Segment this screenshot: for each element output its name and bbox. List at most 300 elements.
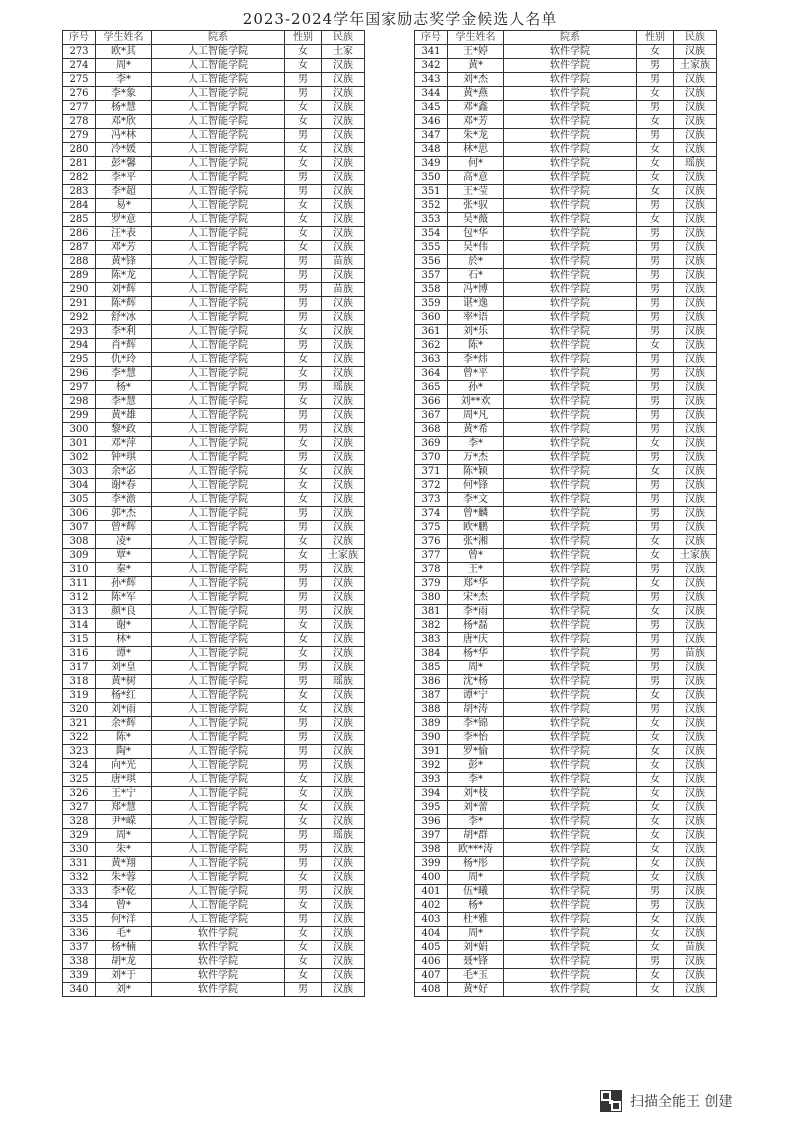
cell-student-name: 陈*辉 [96, 297, 152, 311]
cell-index: 352 [415, 199, 448, 213]
header-ethnicity: 民族 [322, 31, 365, 45]
cell-index: 335 [63, 913, 96, 927]
cell-gender: 女 [285, 115, 322, 129]
cell-student-name: 覃* [96, 549, 152, 563]
cell-gender: 女 [637, 857, 674, 871]
cell-gender: 男 [285, 507, 322, 521]
cell-index: 308 [63, 535, 96, 549]
table-row [415, 115, 717, 129]
table-row [63, 451, 365, 465]
cell-student-name: 刘*乐 [448, 325, 504, 339]
cell-student-name: 宋*杰 [448, 591, 504, 605]
cell-department: 人工智能学院 [152, 689, 285, 703]
cell-department: 软件学院 [504, 325, 637, 339]
cell-index: 403 [415, 913, 448, 927]
table-row [415, 283, 717, 297]
cell-ethnicity: 汉族 [322, 969, 365, 983]
cell-ethnicity: 苗族 [674, 647, 717, 661]
cell-student-name: 杨*楠 [96, 941, 152, 955]
cell-gender: 女 [285, 955, 322, 969]
cell-gender: 女 [637, 773, 674, 787]
table-row [63, 213, 365, 227]
cell-index: 326 [63, 787, 96, 801]
cell-department: 人工智能学院 [152, 171, 285, 185]
header-department: 院系 [152, 31, 285, 45]
table-row [63, 521, 365, 535]
cell-student-name: 林*思 [448, 143, 504, 157]
cell-student-name: 李*超 [96, 185, 152, 199]
cell-student-name: 刘**欢 [448, 395, 504, 409]
cell-index: 298 [63, 395, 96, 409]
cell-student-name: 余*辉 [96, 717, 152, 731]
cell-index: 356 [415, 255, 448, 269]
cell-gender: 男 [285, 857, 322, 871]
table-row [415, 913, 717, 927]
cell-student-name: 冷*媛 [96, 143, 152, 157]
cell-gender: 男 [285, 913, 322, 927]
cell-index: 294 [63, 339, 96, 353]
cell-gender: 男 [285, 87, 322, 101]
cell-student-name: 刘*杰 [448, 73, 504, 87]
cell-department: 软件学院 [504, 255, 637, 269]
cell-student-name: 李*慧 [96, 395, 152, 409]
cell-student-name: 冯*博 [448, 283, 504, 297]
table-row [63, 59, 365, 73]
cell-ethnicity: 汉族 [322, 577, 365, 591]
cell-department: 软件学院 [504, 941, 637, 955]
cell-index: 401 [415, 885, 448, 899]
table-row [415, 353, 717, 367]
cell-department: 人工智能学院 [152, 157, 285, 171]
cell-index: 390 [415, 731, 448, 745]
cell-student-name: 伍*曦 [448, 885, 504, 899]
cell-ethnicity: 汉族 [674, 143, 717, 157]
cell-ethnicity: 汉族 [322, 465, 365, 479]
cell-student-name: 陶* [96, 745, 152, 759]
cell-index: 291 [63, 297, 96, 311]
cell-ethnicity: 汉族 [322, 297, 365, 311]
cell-ethnicity: 汉族 [674, 227, 717, 241]
cell-department: 软件学院 [504, 409, 637, 423]
table-row [415, 227, 717, 241]
cell-student-name: 李*雨 [448, 605, 504, 619]
table-row [63, 969, 365, 983]
cell-student-name: 刘*于 [96, 969, 152, 983]
cell-index: 406 [415, 955, 448, 969]
table-row [415, 73, 717, 87]
cell-gender: 女 [637, 829, 674, 843]
cell-department: 软件学院 [504, 381, 637, 395]
cell-ethnicity: 汉族 [322, 689, 365, 703]
cell-gender: 女 [285, 689, 322, 703]
table-row [415, 591, 717, 605]
cell-ethnicity: 汉族 [674, 213, 717, 227]
cell-gender: 男 [637, 227, 674, 241]
cell-student-name: 黎*政 [96, 423, 152, 437]
cell-ethnicity: 汉族 [674, 675, 717, 689]
cell-index: 339 [63, 969, 96, 983]
table-row [415, 381, 717, 395]
cell-student-name: 万*杰 [448, 451, 504, 465]
cell-index: 389 [415, 717, 448, 731]
cell-student-name: 唐*庆 [448, 633, 504, 647]
cell-ethnicity: 汉族 [674, 689, 717, 703]
cell-index: 381 [415, 605, 448, 619]
cell-gender: 男 [285, 423, 322, 437]
cell-ethnicity: 土家 [322, 45, 365, 59]
cell-student-name: 向*光 [96, 759, 152, 773]
cell-ethnicity: 汉族 [674, 927, 717, 941]
cell-student-name: 何*锋 [448, 479, 504, 493]
cell-gender: 女 [637, 549, 674, 563]
table-row [415, 45, 717, 59]
cell-ethnicity: 汉族 [322, 115, 365, 129]
table-row [415, 101, 717, 115]
table-row [415, 213, 717, 227]
cell-department: 软件学院 [504, 843, 637, 857]
cell-gender: 男 [285, 829, 322, 843]
cell-department: 软件学院 [504, 423, 637, 437]
cell-department: 软件学院 [504, 45, 637, 59]
cell-department: 人工智能学院 [152, 311, 285, 325]
cell-department: 人工智能学院 [152, 591, 285, 605]
cell-gender: 男 [285, 339, 322, 353]
table-row [63, 353, 365, 367]
cell-gender: 男 [285, 255, 322, 269]
cell-index: 360 [415, 311, 448, 325]
cell-ethnicity: 汉族 [322, 451, 365, 465]
cell-index: 315 [63, 633, 96, 647]
cell-ethnicity: 汉族 [674, 885, 717, 899]
cell-department: 人工智能学院 [152, 801, 285, 815]
qr-code-icon [600, 1090, 622, 1112]
table-row [63, 647, 365, 661]
cell-gender: 男 [285, 591, 322, 605]
table-row [63, 675, 365, 689]
cell-student-name: 仇*玲 [96, 353, 152, 367]
cell-ethnicity: 汉族 [322, 787, 365, 801]
table-row [415, 829, 717, 843]
cell-ethnicity: 汉族 [674, 591, 717, 605]
table-row [63, 241, 365, 255]
table-row [63, 87, 365, 101]
table-row [415, 465, 717, 479]
cell-student-name: 曾* [448, 549, 504, 563]
cell-student-name: 朱*龙 [448, 129, 504, 143]
cell-index: 376 [415, 535, 448, 549]
cell-gender: 女 [637, 437, 674, 451]
cell-index: 312 [63, 591, 96, 605]
cell-ethnicity: 汉族 [674, 857, 717, 871]
table-row [63, 731, 365, 745]
cell-student-name: 李*平 [96, 171, 152, 185]
cell-department: 人工智能学院 [152, 857, 285, 871]
cell-department: 人工智能学院 [152, 59, 285, 73]
table-row [415, 311, 717, 325]
cell-student-name: 黄*燕 [448, 87, 504, 101]
cell-ethnicity: 汉族 [674, 619, 717, 633]
cell-index: 361 [415, 325, 448, 339]
cell-gender: 女 [285, 493, 322, 507]
cell-student-name: 余*宓 [96, 465, 152, 479]
cell-index: 280 [63, 143, 96, 157]
cell-index: 396 [415, 815, 448, 829]
cell-department: 软件学院 [504, 297, 637, 311]
table-row [415, 871, 717, 885]
cell-ethnicity: 土家族 [674, 549, 717, 563]
cell-gender: 男 [637, 885, 674, 899]
cell-ethnicity: 汉族 [322, 633, 365, 647]
cell-ethnicity: 汉族 [674, 745, 717, 759]
cell-index: 310 [63, 563, 96, 577]
cell-index: 386 [415, 675, 448, 689]
cell-department: 软件学院 [504, 759, 637, 773]
cell-student-name: 陈* [448, 339, 504, 353]
cell-gender: 男 [637, 675, 674, 689]
cell-gender: 男 [637, 395, 674, 409]
cell-student-name: 沈*杨 [448, 675, 504, 689]
header-name: 学生姓名 [448, 31, 504, 45]
cell-index: 393 [415, 773, 448, 787]
cell-department: 软件学院 [504, 73, 637, 87]
cell-department: 人工智能学院 [152, 829, 285, 843]
cell-ethnicity: 土家族 [322, 549, 365, 563]
cell-student-name: 李*锦 [448, 717, 504, 731]
table-row [415, 395, 717, 409]
cell-student-name: 易* [96, 199, 152, 213]
cell-student-name: 孙* [448, 381, 504, 395]
cell-student-name: 王*宁 [96, 787, 152, 801]
cell-index: 342 [415, 59, 448, 73]
cell-ethnicity: 汉族 [674, 339, 717, 353]
table-row [63, 619, 365, 633]
cell-ethnicity: 汉族 [322, 955, 365, 969]
cell-ethnicity: 汉族 [674, 451, 717, 465]
cell-ethnicity: 汉族 [674, 283, 717, 297]
cell-student-name: 杨* [96, 381, 152, 395]
cell-index: 349 [415, 157, 448, 171]
cell-gender: 男 [637, 73, 674, 87]
cell-student-name: 罗*意 [96, 213, 152, 227]
cell-index: 317 [63, 661, 96, 675]
cell-index: 295 [63, 353, 96, 367]
candidate-table-right [414, 30, 717, 997]
cell-department: 软件学院 [504, 213, 637, 227]
cell-gender: 男 [285, 311, 322, 325]
cell-student-name: 刘*辉 [96, 283, 152, 297]
cell-gender: 女 [285, 465, 322, 479]
cell-index: 289 [63, 269, 96, 283]
cell-student-name: 尹*嵘 [96, 815, 152, 829]
table-row [415, 983, 717, 997]
cell-student-name: 何*洋 [96, 913, 152, 927]
table-row [63, 661, 365, 675]
cell-gender: 女 [637, 927, 674, 941]
table-row [63, 143, 365, 157]
cell-gender: 男 [637, 647, 674, 661]
header-gender: 性别 [637, 31, 674, 45]
table-row [63, 563, 365, 577]
cell-student-name: 王*婷 [448, 45, 504, 59]
header-index: 序号 [415, 31, 448, 45]
cell-ethnicity: 汉族 [322, 353, 365, 367]
cell-student-name: 毛* [96, 927, 152, 941]
cell-ethnicity: 汉族 [674, 899, 717, 913]
cell-index: 394 [415, 787, 448, 801]
cell-ethnicity: 汉族 [674, 871, 717, 885]
cell-gender: 女 [285, 927, 322, 941]
cell-gender: 女 [285, 871, 322, 885]
cell-ethnicity: 汉族 [322, 591, 365, 605]
cell-department: 人工智能学院 [152, 493, 285, 507]
cell-gender: 女 [285, 241, 322, 255]
cell-ethnicity: 汉族 [322, 59, 365, 73]
cell-ethnicity: 汉族 [322, 507, 365, 521]
cell-index: 358 [415, 283, 448, 297]
table-row [415, 647, 717, 661]
table-row [63, 871, 365, 885]
cell-department: 人工智能学院 [152, 815, 285, 829]
cell-index: 404 [415, 927, 448, 941]
table-row [415, 325, 717, 339]
cell-index: 304 [63, 479, 96, 493]
table-row [415, 899, 717, 913]
table-row [415, 969, 717, 983]
cell-gender: 男 [637, 899, 674, 913]
cell-index: 327 [63, 801, 96, 815]
cell-student-name: 罗*愉 [448, 745, 504, 759]
cell-department: 人工智能学院 [152, 269, 285, 283]
cell-gender: 男 [637, 703, 674, 717]
cell-ethnicity: 汉族 [674, 465, 717, 479]
cell-ethnicity: 汉族 [322, 745, 365, 759]
cell-department: 人工智能学院 [152, 913, 285, 927]
table-row [63, 45, 365, 59]
cell-department: 人工智能学院 [152, 605, 285, 619]
cell-ethnicity: 汉族 [322, 269, 365, 283]
cell-gender: 女 [285, 437, 322, 451]
cell-gender: 女 [637, 465, 674, 479]
cell-gender: 男 [637, 325, 674, 339]
table-header-row [415, 31, 717, 45]
cell-index: 400 [415, 871, 448, 885]
cell-ethnicity: 汉族 [674, 577, 717, 591]
cell-student-name: 周* [96, 59, 152, 73]
cell-index: 372 [415, 479, 448, 493]
cell-department: 软件学院 [504, 339, 637, 353]
cell-index: 355 [415, 241, 448, 255]
table-row [63, 325, 365, 339]
table-row [63, 815, 365, 829]
cell-department: 软件学院 [504, 647, 637, 661]
cell-student-name: 李*文 [448, 493, 504, 507]
table-row [63, 591, 365, 605]
cell-department: 人工智能学院 [152, 381, 285, 395]
cell-ethnicity: 汉族 [674, 507, 717, 521]
cell-student-name: 黄*希 [448, 423, 504, 437]
table-row [415, 759, 717, 773]
table-row [415, 535, 717, 549]
table-row [63, 703, 365, 717]
cell-index: 309 [63, 549, 96, 563]
cell-ethnicity: 汉族 [674, 717, 717, 731]
cell-ethnicity: 汉族 [322, 171, 365, 185]
cell-student-name: 刘*蕾 [448, 801, 504, 815]
cell-department: 人工智能学院 [152, 843, 285, 857]
cell-department: 软件学院 [504, 143, 637, 157]
cell-ethnicity: 汉族 [674, 773, 717, 787]
cell-gender: 女 [637, 213, 674, 227]
cell-index: 347 [415, 129, 448, 143]
cell-department: 人工智能学院 [152, 717, 285, 731]
cell-ethnicity: 汉族 [674, 255, 717, 269]
cell-gender: 女 [637, 717, 674, 731]
cell-gender: 女 [637, 605, 674, 619]
cell-index: 279 [63, 129, 96, 143]
table-row [63, 885, 365, 899]
cell-ethnicity: 汉族 [322, 647, 365, 661]
cell-student-name: 石* [448, 269, 504, 283]
table-row [63, 843, 365, 857]
cell-student-name: 周* [96, 829, 152, 843]
cell-index: 369 [415, 437, 448, 451]
cell-gender: 男 [637, 955, 674, 969]
cell-department: 软件学院 [504, 59, 637, 73]
cell-department: 软件学院 [504, 507, 637, 521]
cell-ethnicity: 汉族 [322, 843, 365, 857]
cell-student-name: 李* [448, 437, 504, 451]
cell-index: 276 [63, 87, 96, 101]
cell-gender: 男 [637, 283, 674, 297]
cell-student-name: 聂*锋 [448, 955, 504, 969]
cell-index: 366 [415, 395, 448, 409]
cell-student-name: 郑*华 [448, 577, 504, 591]
cell-ethnicity: 汉族 [322, 927, 365, 941]
cell-student-name: 高*意 [448, 171, 504, 185]
cell-gender: 男 [285, 563, 322, 577]
cell-department: 人工智能学院 [152, 241, 285, 255]
cell-index: 311 [63, 577, 96, 591]
cell-department: 人工智能学院 [152, 255, 285, 269]
cell-index: 306 [63, 507, 96, 521]
cell-student-name: 李* [96, 73, 152, 87]
table-row [63, 73, 365, 87]
table-row [415, 675, 717, 689]
cell-department: 软件学院 [152, 955, 285, 969]
cell-student-name: 杨*华 [448, 647, 504, 661]
cell-department: 人工智能学院 [152, 395, 285, 409]
cell-index: 385 [415, 661, 448, 675]
cell-gender: 男 [637, 521, 674, 535]
cell-index: 378 [415, 563, 448, 577]
cell-student-name: 刘* [96, 983, 152, 997]
table-row [415, 955, 717, 969]
table-row [415, 437, 717, 451]
cell-gender: 男 [637, 241, 674, 255]
cell-gender: 男 [637, 297, 674, 311]
cell-ethnicity: 汉族 [674, 521, 717, 535]
cell-ethnicity: 汉族 [674, 479, 717, 493]
cell-student-name: 黄*翔 [96, 857, 152, 871]
cell-index: 296 [63, 367, 96, 381]
table-row [63, 381, 365, 395]
table-row [63, 227, 365, 241]
cell-department: 人工智能学院 [152, 199, 285, 213]
cell-gender: 男 [285, 759, 322, 773]
cell-ethnicity: 汉族 [322, 423, 365, 437]
cell-ethnicity: 汉族 [674, 395, 717, 409]
cell-student-name: 邓*芳 [96, 241, 152, 255]
